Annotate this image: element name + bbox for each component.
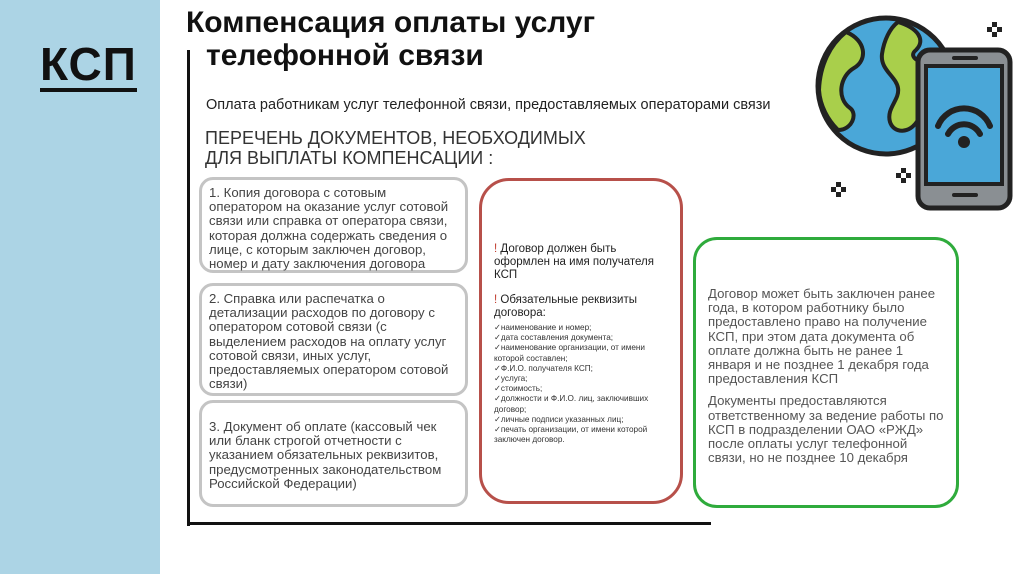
document-card-1: 1. Копия договора с сотовым оператором на оказание услуг сотовой связи или справка от оператора связи, которая должна содержать сведения о лице, с которым заключен договор, номер и дату заключения договора — [199, 177, 468, 273]
horizontal-divider — [187, 522, 711, 525]
list-item: ✓услуга; — [494, 374, 528, 384]
globe-phone-wifi-icon — [806, 10, 1024, 220]
sidebar — [0, 0, 160, 574]
list-heading-line1: ПЕРЕЧЕНЬ ДОКУМЕНТОВ, НЕОБХОДИМЫХ — [205, 128, 586, 148]
list-item: ✓Ф.И.О. получателя КСП; — [494, 363, 593, 373]
note-paragraph-1: Договор может быть заключен ранее года, в котором работнику было предоставлено право на получение КСП, при этом дата документа об оплате должна быть не ранее 1 января и не позднее 1 декабря года предоставления КСП — [708, 286, 936, 387]
note-paragraph-2: Документы предоставляются ответственному за ведение работы по КСП в подразделении ОАО «РЖД» после оплаты услуг телефонной связи, но не позднее 10 декабря — [708, 393, 944, 466]
list-item: ✓должности и Ф.И.О. лиц, заключивших договор; — [494, 394, 649, 414]
title-line2: телефонной связи — [206, 39, 484, 72]
page-title — [186, 6, 595, 72]
requirements-note-2 — [494, 294, 668, 320]
requirements-note-1-text: Договор должен быть оформлен на имя получателя КСП — [494, 243, 654, 281]
requirements-note-2-text: Обязательные реквизиты договора: — [494, 294, 637, 319]
requirements-box — [479, 178, 683, 504]
title-line1: Компенсация оплаты услуг — [186, 6, 596, 39]
requirements-list — [494, 323, 668, 445]
list-item: ✓печать организации, от имени которой заключен договор. — [494, 425, 648, 445]
list-heading — [205, 128, 586, 168]
exclamation-mark: ! — [494, 243, 498, 255]
document-card-2: 2. Справка или распечатка о детализации расходов по договору с оператором сотовой связи (с выделением расходов на оплату услуг сотовой связи, иных услуг, предоставляемых оператором сотовой связи) — [199, 283, 468, 396]
list-item: ✓наименование организации, от имени которой составлен; — [494, 343, 646, 363]
subtitle: Оплата работникам услуг телефонной связи, предоставляемых операторами связи — [206, 97, 771, 113]
list-item: ✓стоимость; — [494, 384, 543, 394]
exclamation-mark: ! — [494, 294, 498, 306]
requirements-note-1 — [494, 243, 668, 282]
vertical-divider — [187, 50, 190, 526]
list-item: ✓личные подписи указанных лиц; — [494, 414, 624, 424]
list-heading-line2: ДЛЯ ВЫПЛАТЫ КОМПЕНСАЦИИ : — [205, 148, 494, 168]
document-card-3: 3. Документ об оплате (кассовый чек или бланк строгой отчетности с указанием обязательных реквизитов, предусмотренных законодательством Российской Федерации) — [199, 400, 468, 507]
list-item: ✓дата составления документа; — [494, 333, 614, 343]
sidebar-vertical-line2 — [0, 38, 3, 368]
logo: КСП — [40, 38, 137, 90]
list-item: ✓наименование и номер; — [494, 323, 592, 332]
notes-box — [693, 237, 959, 508]
